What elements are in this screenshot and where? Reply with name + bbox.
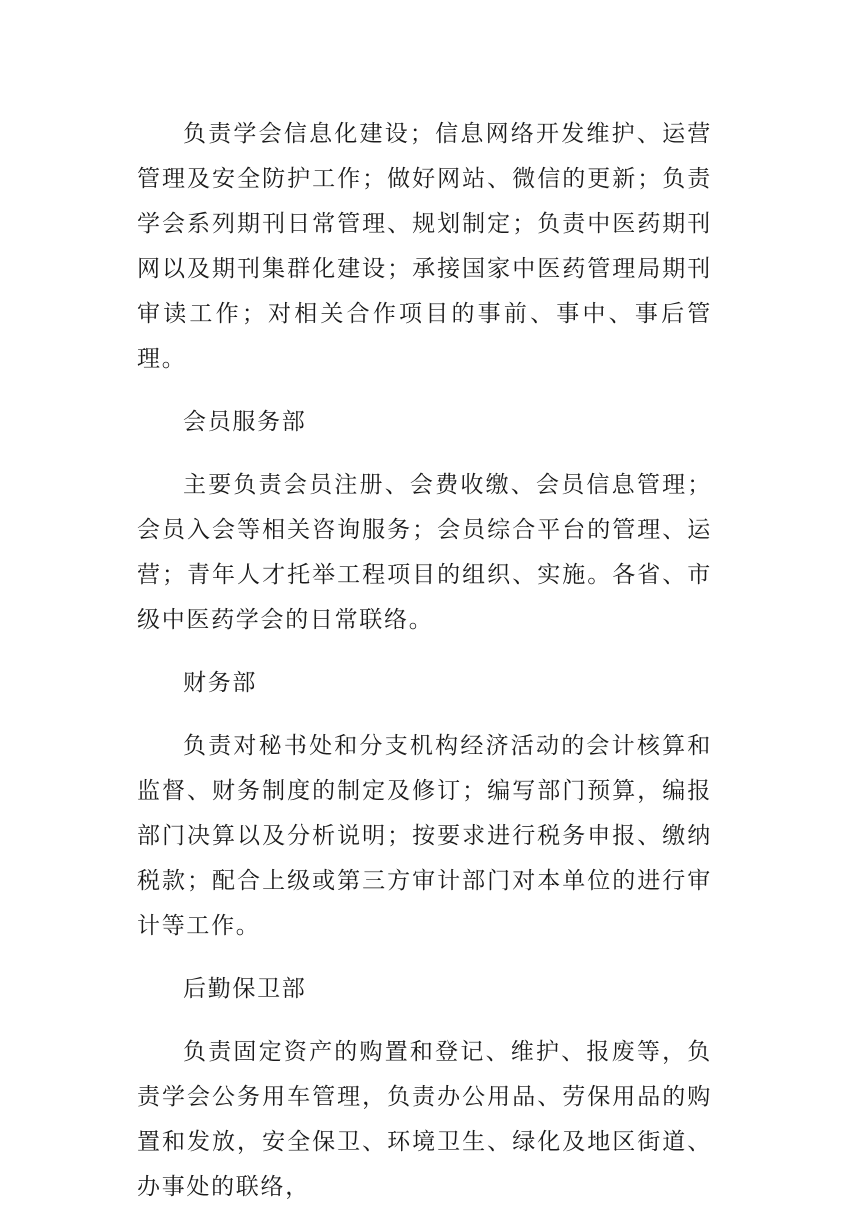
paragraph-informatization: 负责学会信息化建设；信息网络开发维护、运营管理及安全防护工作；做好网站、微信的更新；负责学会系列期刊日常管理、规划制定；负责中医药期刊网以及期刊集群化建设；承接国家中医药管理局期刊审读工作；对相关合作项目的事前、事中、事后管理。 [137, 121, 712, 372]
paragraph-gap [137, 382, 712, 400]
paragraph-gap [137, 643, 712, 661]
section-heading-member-service: 会员服务部 [183, 409, 307, 435]
section-heading-finance: 财务部 [183, 670, 258, 696]
document-body [137, 112, 712, 1210]
paragraph-logistics-security: 负责固定资产的购置和登记、维护、报废等，负责学会公务用车管理，负责办公用品、劳保用品的购置和发放，安全保卫、环境卫生、绿化及地区街道、办事处的联络， [137, 1039, 712, 1200]
paragraph-gap [137, 949, 712, 967]
paragraph-finance: 负责对秘书处和分支机构经济活动的会计核算和监督、财务制度的制定及修订；编写部门预算，编报部门决算以及分析说明；按要求进行税务申报、缴纳税款；配合上级或第三方审计部门对本单位的进行审计等工作。 [137, 733, 712, 939]
paragraph-member-service: 主要负责会员注册、会费收缴、会员信息管理；会员入会等相关咨询服务；会员综合平台的管理、运营；青年人才托举工程项目的组织、实施。各省、市级中医药学会的日常联络。 [137, 472, 712, 633]
section-heading-logistics-security: 后勤保卫部 [183, 976, 307, 1002]
paragraph-gap [137, 1012, 712, 1030]
paragraph-gap [137, 706, 712, 724]
paragraph-gap [137, 445, 712, 463]
